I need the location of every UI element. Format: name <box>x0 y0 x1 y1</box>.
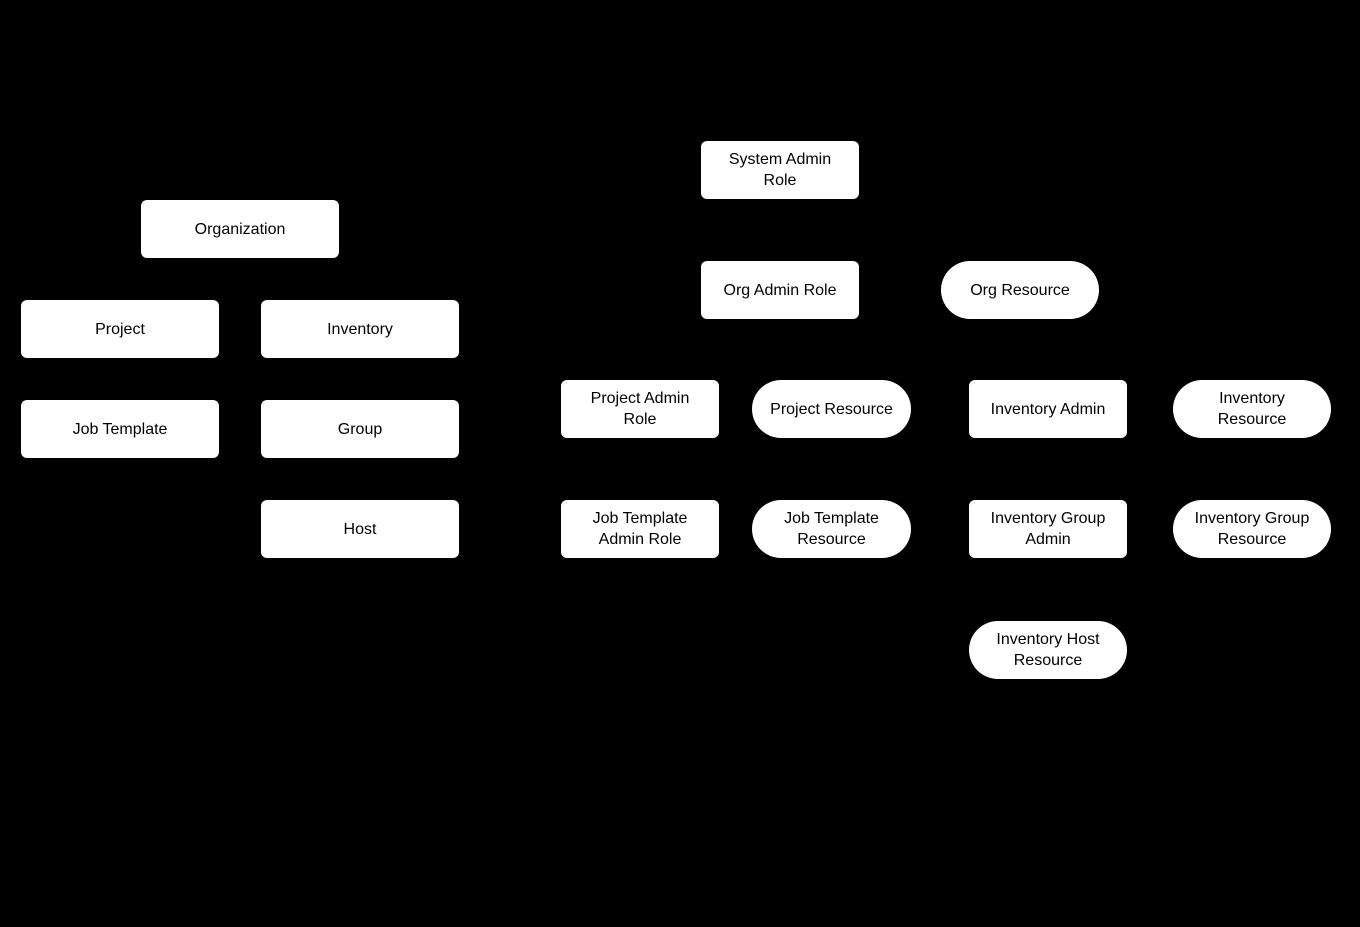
node-inventory-group-admin <box>969 500 1127 558</box>
node-label: Organization <box>194 220 286 238</box>
node-label: Inventory Resource <box>1217 390 1287 428</box>
node-inventory <box>261 300 459 358</box>
node-label: Host <box>343 520 377 538</box>
node-org-admin-role <box>701 261 859 319</box>
node-label: Project Resource <box>770 400 893 418</box>
node-inventory-group-resource <box>1173 500 1331 558</box>
node-label: Org Admin Role <box>723 281 837 299</box>
node-group <box>261 400 459 458</box>
node-inventory-resource <box>1173 380 1331 438</box>
node-label: Inventory Group Resource <box>1194 510 1310 548</box>
node-label: Org Resource <box>970 281 1070 299</box>
node-job-template-admin-role <box>561 500 719 558</box>
node-label: Project Admin Role <box>590 390 690 428</box>
node-inventory-admin <box>969 380 1127 438</box>
node-label: Project <box>95 320 145 338</box>
node-label: System Admin Role <box>728 151 832 189</box>
node-job-template <box>21 400 219 458</box>
node-project-admin-role <box>561 380 719 438</box>
node-label: Inventory Host Resource <box>996 631 1100 669</box>
node-label: Job Template <box>72 420 168 438</box>
node-label: Job Template Admin Role <box>592 510 688 548</box>
node-project-resource <box>752 380 911 438</box>
node-system-admin-role <box>701 141 859 199</box>
node-host <box>261 500 459 558</box>
node-inventory-host-resource <box>969 621 1127 679</box>
node-project <box>21 300 219 358</box>
node-organization <box>141 200 339 258</box>
node-job-template-resource <box>752 500 911 558</box>
node-label: Inventory Admin <box>990 400 1106 418</box>
node-label: Job Template Resource <box>784 510 879 548</box>
node-label: Inventory <box>327 320 393 338</box>
node-org-resource <box>941 261 1099 319</box>
node-label: Group <box>337 420 383 438</box>
node-label: Inventory Group Admin <box>990 510 1106 548</box>
